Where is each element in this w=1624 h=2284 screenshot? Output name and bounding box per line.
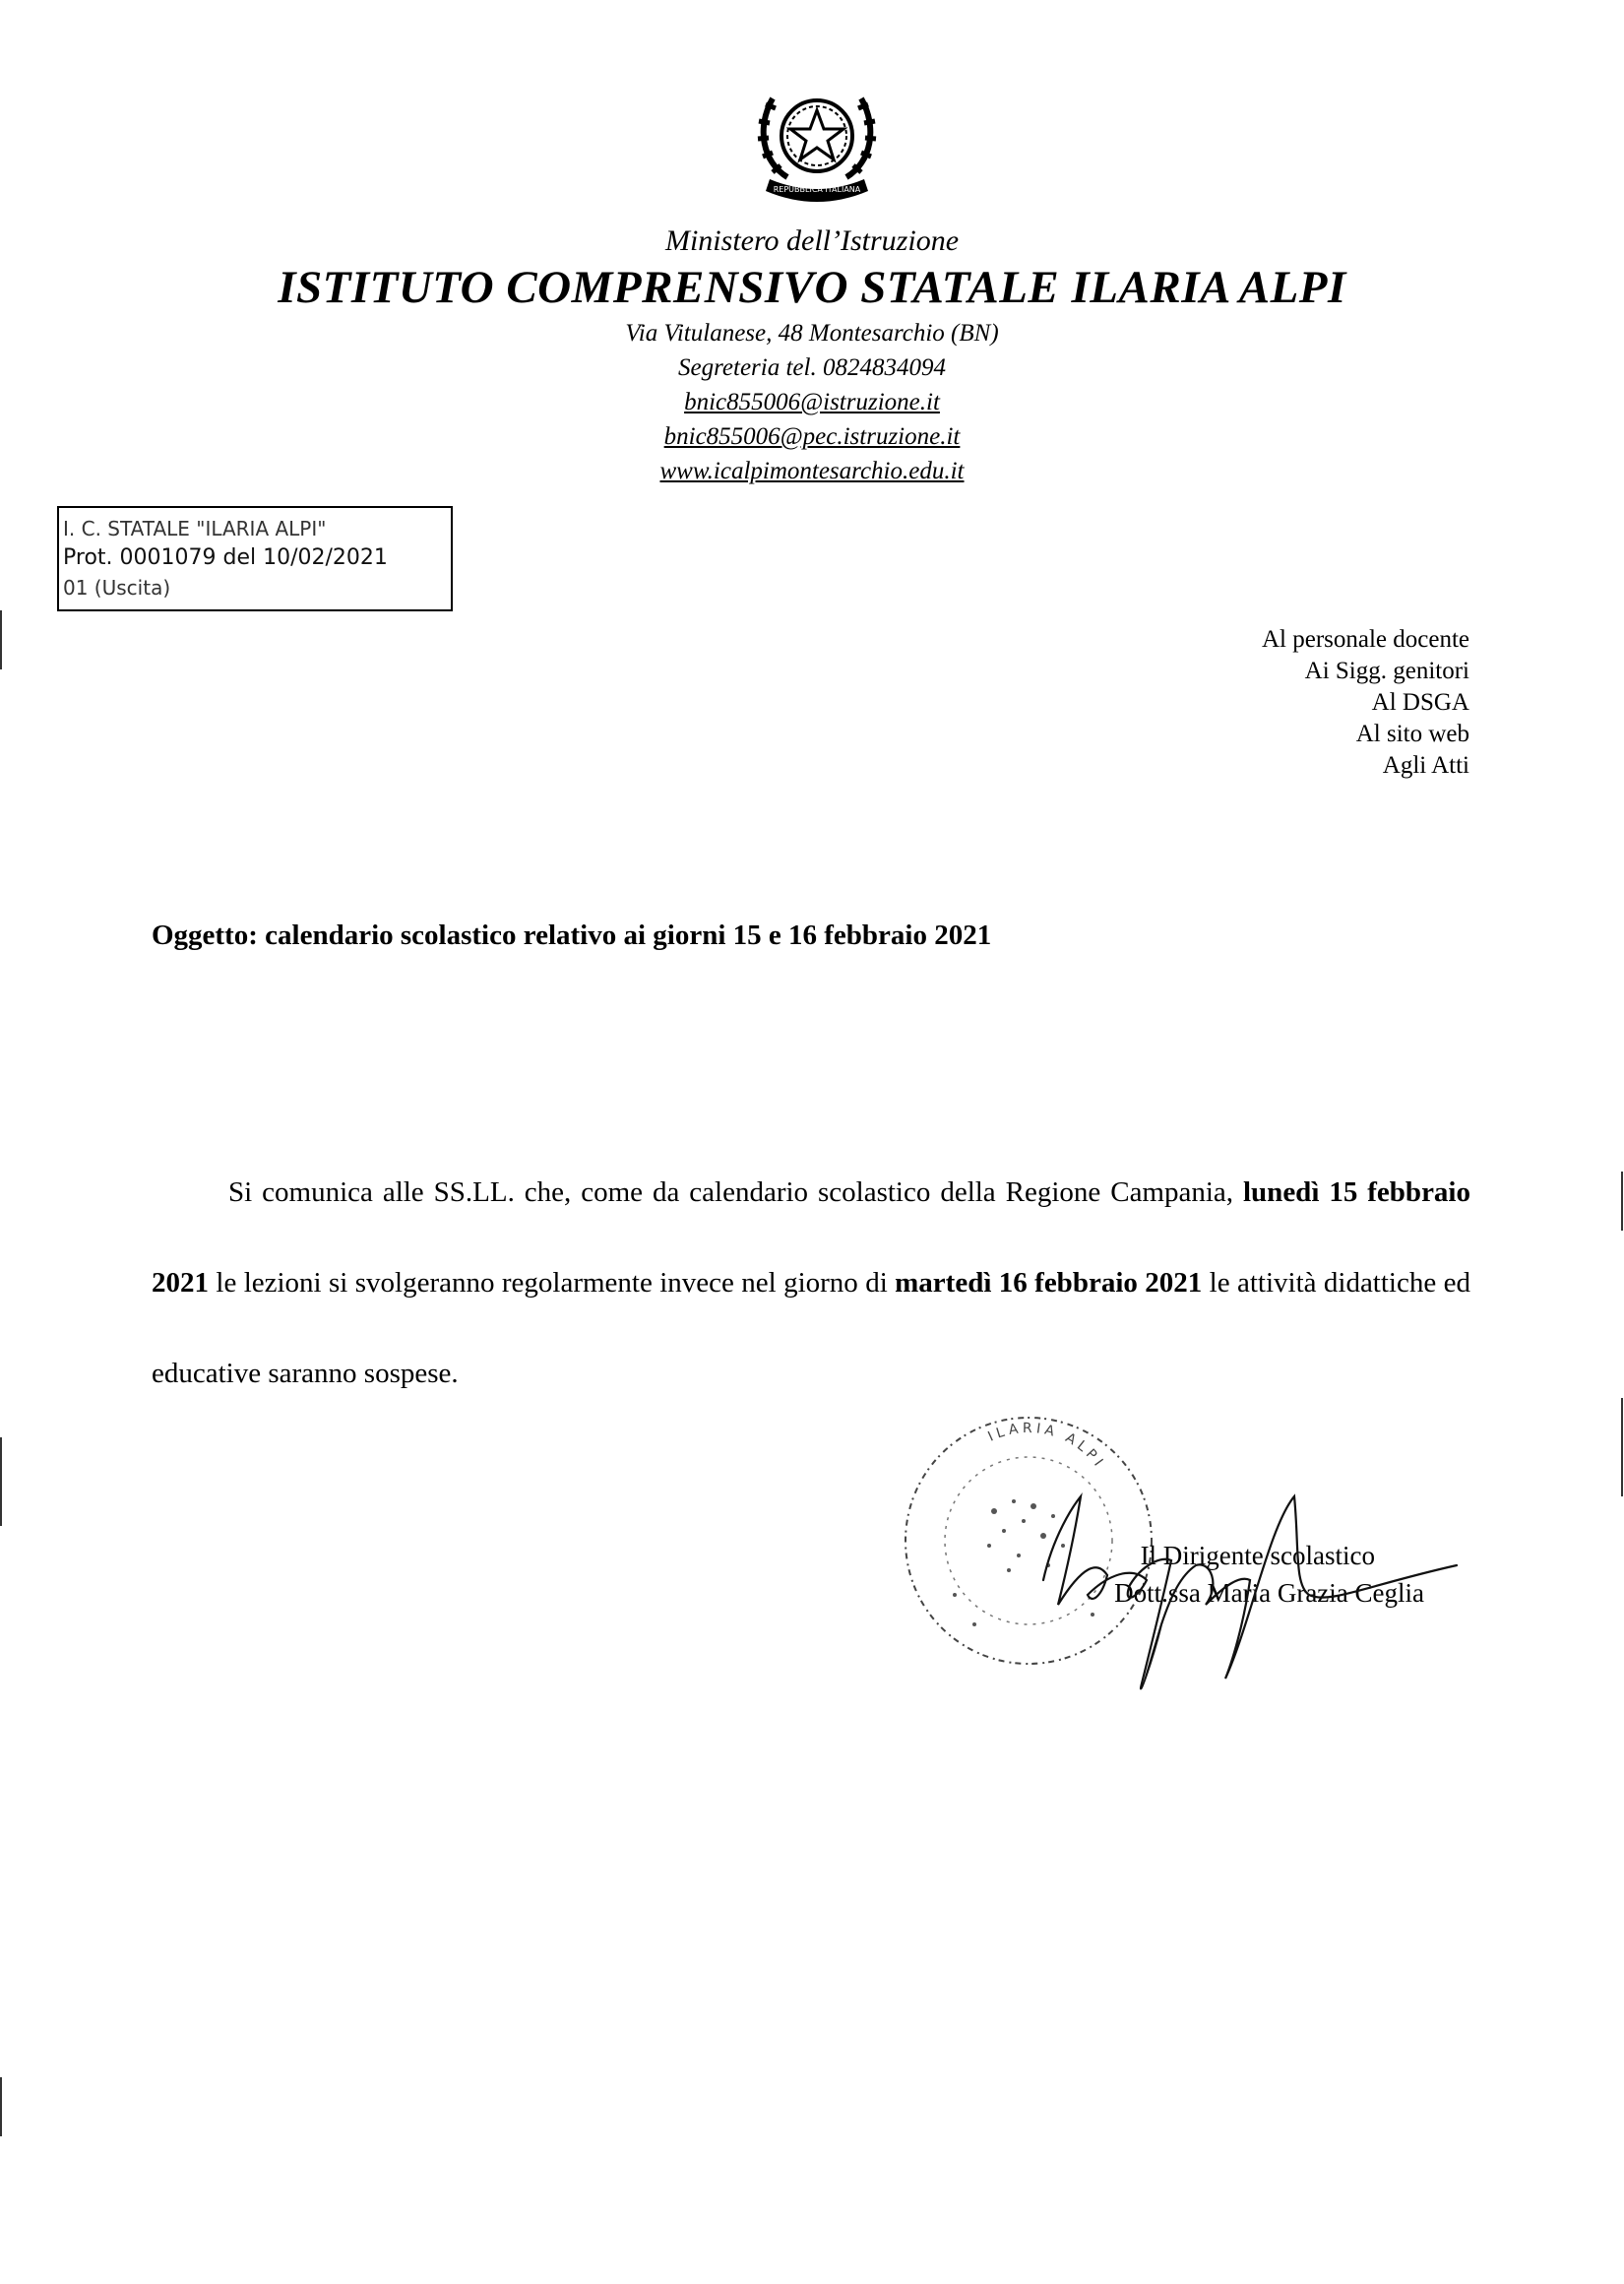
recipient-item: Agli Atti xyxy=(1382,752,1469,779)
protocol-type: 01 (Uscita) xyxy=(63,576,171,600)
school-website-link[interactable]: www.icalpimontesarchio.edu.it xyxy=(659,458,965,484)
recipients-list xyxy=(1262,624,1469,782)
school-name: ISTITUTO COMPRENSIVO STATALE ILARIA ALPI xyxy=(278,262,1346,313)
recipient-item: Ai Sigg. genitori xyxy=(1304,658,1469,684)
school-pec-link[interactable]: bnic855006@pec.istruzione.it xyxy=(663,423,961,450)
letter-body xyxy=(152,1147,1470,1419)
protocol-institution: I. C. STATALE "ILARIA ALPI" xyxy=(63,517,327,540)
body-text-part: le attività didattiche ed educative saranno sospese. xyxy=(152,1267,1470,1389)
signatory-role: Il Dirigente scolastico xyxy=(1140,1541,1375,1570)
scan-edge-mark xyxy=(1621,1172,1623,1231)
body-bold-date: lunedì 15 febbraio 2021 xyxy=(152,1176,1470,1299)
scan-edge-mark xyxy=(0,610,2,669)
school-website-line xyxy=(0,458,1624,485)
signatory-name: Dott.ssa Maria Grazia Ceglia xyxy=(1114,1578,1424,1608)
stamp-text: ILARIA ALPI xyxy=(985,1420,1108,1473)
body-text-part: le lezioni si svolgeranno regolarmente invece nel giorno di xyxy=(209,1267,896,1299)
scan-edge-mark xyxy=(0,1437,2,1526)
school-phone: Segreteria tel. 0824834094 xyxy=(678,354,946,381)
scan-edge-mark xyxy=(1621,1398,1623,1496)
school-pec-line xyxy=(0,423,1624,451)
protocol-stamp-box xyxy=(57,506,453,611)
letter-subject: Oggetto: calendario scolastico relativo ai giorni 15 e 16 febbraio 2021 xyxy=(152,920,992,951)
body-text-part: Si comunica alle SS.LL. che, come da calendario scolastico della Regione Campania, xyxy=(228,1176,1243,1208)
body-bold-date: martedì 16 febbraio 2021 xyxy=(895,1267,1203,1299)
scan-edge-mark xyxy=(0,2077,2,2136)
svg-text:ILARIA ALPI xyxy=(986,1421,1108,1473)
emblem-ribbon-text: REPUBBLICA ITALIANA xyxy=(773,185,861,194)
recipient-item: Al personale docente xyxy=(1261,626,1469,653)
ministry-name: Ministero dell’Istruzione xyxy=(664,224,960,257)
school-email-link[interactable]: bnic855006@istruzione.it xyxy=(684,389,940,415)
school-address: Via Vitulanese, 48 Montesarchio (BN) xyxy=(625,320,999,347)
handwritten-signature xyxy=(1014,1467,1467,1713)
school-email-line xyxy=(0,389,1624,416)
republic-emblem-icon xyxy=(748,69,886,207)
protocol-number: Prot. 0001079 del 10/02/2021 xyxy=(63,545,388,570)
recipient-item: Al DSGA xyxy=(1371,689,1469,716)
recipient-item: Al sito web xyxy=(1355,721,1469,747)
